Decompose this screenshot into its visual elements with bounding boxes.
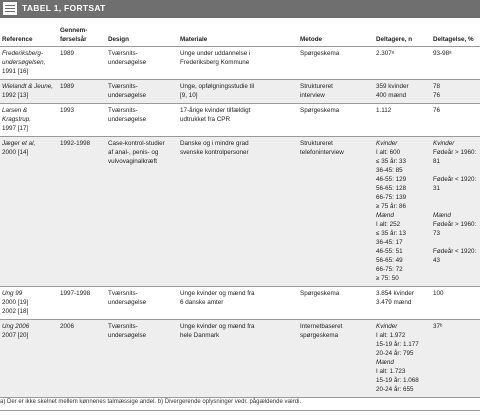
cell-line: Mænd [376,212,394,219]
menu-icon [3,2,17,15]
cell-metode [298,287,374,320]
table-row [0,80,480,104]
cell-line: svenske kontrolpersoner [180,149,249,156]
cell-line: Tværsnits- [108,290,138,297]
reference-author: undersøgelsen, [2,59,46,66]
cell-year [58,137,106,287]
cell-line: 100 [433,290,444,297]
cell-line: 46-55: 51 [376,248,403,255]
reference-author: Ung 99 [2,290,23,297]
cell-deltagere [374,80,431,104]
cell-line: Kvinder [376,323,398,330]
cell-deltagere [374,104,431,137]
cell-materiale [178,80,298,104]
col-header-reference [0,26,58,47]
cell-line: 1997-1998 [60,290,91,297]
reference-author: Frederiksberg- [2,50,43,57]
cell-metode [298,320,374,398]
cell-line: undersøgelse [108,332,147,339]
cell-line: 56-65: 128 [376,185,407,192]
col-header-materiale [178,26,298,47]
reference-number: 1992 [13] [2,92,29,99]
cell-line: 93-98ᵃ [433,50,452,57]
table-title: TABEL 1, FORTSAT [22,3,106,13]
cell-line: Fødeår < 1920: [433,176,477,183]
cell-line: I alt: 1.972 [376,332,406,339]
cell-line: Tværsnits- [108,50,138,57]
cell-line: [9, 10] [180,92,198,99]
cell-line: Internetbaseret [300,323,343,330]
bottom-rule [0,410,480,411]
reference-number: 2007 [20] [2,332,29,339]
cell-metode [298,104,374,137]
cell-line: 15-19 år: 1.068 [376,377,419,384]
table-header-row [0,26,480,47]
cell-metode [298,47,374,80]
cell-line: 76 [433,92,441,99]
cell-deltagelse [431,80,480,104]
cell-line: ≥ 75 år: 86 [376,203,407,210]
col-header-text: Materiale [180,36,208,43]
cell-metode [298,80,374,104]
cell-line: 78 [433,83,441,90]
cell-line: 6 danske amter [180,299,224,306]
cell-line: Fødeår > 1960: [433,221,477,228]
cell-deltagere [374,320,431,398]
cell-line: ≥ 75: 50 [376,275,399,282]
cell-line: Unge kvinder og mænd fra [180,290,255,297]
table-row [0,320,480,398]
cell-line [433,166,478,175]
cell-line: 73 [433,230,441,237]
cell-line: undersøgelse [108,116,147,123]
cell-design [106,320,178,398]
cell-line: Spørgeskema [300,107,340,114]
reference-number: 2000 [19] [2,299,29,306]
cell-materiale [178,287,298,320]
cell-line: af anal-, penis- og [108,149,159,156]
cell-design [106,137,178,287]
cell-line: 20-24 år: 655 [376,386,414,393]
cell-deltagelse [431,320,480,398]
cell-line: Mænd [433,212,451,219]
cell-materiale [178,320,298,398]
cell-line: Spørgeskema [300,290,340,297]
cell-line: Fødeår < 1920: [433,248,477,255]
cell-design [106,47,178,80]
table-header-bar [0,0,480,18]
cell-deltagere [374,137,431,287]
table-row [0,287,480,320]
cell-line: interview [300,92,325,99]
col-header-text: Reference [2,36,33,43]
cell-line: 20-24 år: 795 [376,350,414,357]
reference-author: Jæger et al, [2,140,36,147]
table-row [0,137,480,287]
reference-author: Larsen & [2,107,28,114]
study-table [0,26,480,398]
cell-line: Unge kvinder og mænd fra [180,323,255,330]
cell-year [58,320,106,398]
reference-number: 2000 [14] [2,149,29,156]
cell-line: Kvinder [433,140,455,147]
cell-metode [298,137,374,287]
col-header-text: Metode [300,36,323,43]
cell-line: udtrukket fra CPR [180,116,231,123]
cell-line [433,238,478,247]
cell-line: ≤ 35 år: 33 [376,158,407,165]
cell-year [58,104,106,137]
cell-line: Fødeår > 1960: [433,149,477,156]
cell-line: 359 kvinder [376,83,409,90]
cell-line: Unge under uddannelse i [180,50,251,57]
cell-line: undersøgelse [108,92,147,99]
cell-line: Unge, opfølgningsstudie til [180,83,255,90]
cell-materiale [178,137,298,287]
cell-line: 46-55: 129 [376,176,407,183]
col-header-design [106,26,178,47]
cell-reference [0,80,58,104]
cell-line: 17-årige kvinder tilfældigt [180,107,251,114]
table-row [0,47,480,80]
cell-reference [0,287,58,320]
cell-line: 1989 [60,50,75,57]
cell-deltagere [374,47,431,80]
reference-author: Kragstrup, [2,116,32,123]
cell-design [106,287,178,320]
cell-line: Kvinder [376,140,398,147]
cell-line: 43 [433,257,441,264]
col-header-text: førselsår [60,36,87,43]
cell-line: 36-45: 17 [376,239,403,246]
cell-reference [0,104,58,137]
table-footnote: a) Der er ikke skelnet mellem kønnenes talmæssige andel. b) Divergerende oplysninger vedr. pågældende værdi. [0,399,302,405]
cell-line: I alt: 600 [376,149,401,156]
cell-line: telefoninterview [300,149,344,156]
col-header-deltagere [374,26,431,47]
cell-line: Spørgeskema [300,50,340,57]
cell-line: Mænd [376,359,394,366]
cell-line: 2.307ᵃ [376,50,395,57]
reference-number: 1991 [16] [2,68,29,75]
col-header-metode [298,26,374,47]
cell-line: 1989 [60,83,75,90]
cell-line: 37ᵇ [433,323,443,330]
cell-reference [0,320,58,398]
cell-line: Tværsnits- [108,83,138,90]
cell-line: Tværsnits- [108,323,138,330]
table-row [0,104,480,137]
cell-line: spørgeskema [300,332,339,339]
col-header-text: Deltagelse, % [433,36,474,43]
cell-line: 1993 [60,107,75,114]
cell-line: 3.479 mænd [376,299,412,306]
cell-deltagere [374,287,431,320]
cell-line: 31 [433,185,441,192]
cell-line: ≤ 35 år: 13 [376,230,407,237]
cell-year [58,80,106,104]
cell-line: Danske og i mindre grad [180,140,249,147]
cell-year [58,287,106,320]
reference-author: Ung 2006 [2,323,30,330]
cell-deltagelse [431,137,480,287]
reference-author: Wielandt & Jeune, [2,83,54,90]
cell-materiale [178,47,298,80]
col-header-text: Gennem- [60,27,88,34]
cell-line: 76 [433,107,441,114]
cell-line: 56-65: 49 [376,257,403,264]
cell-line: 36-45: 85 [376,167,403,174]
cell-line: Tværsnits- [108,107,138,114]
col-header-text: Deltagere, n [376,36,413,43]
cell-line: I alt: 1.723 [376,368,406,375]
cell-line: vulvovaginalkræft [108,158,157,165]
cell-line: 1992-1998 [60,140,91,147]
cell-line: Case-kontrol-studier [108,140,165,147]
cell-line: 15-19 år: 1.177 [376,341,419,348]
cell-reference [0,47,58,80]
cell-line: undersøgelse [108,59,147,66]
col-header-text: Design [108,36,129,43]
cell-deltagelse [431,47,480,80]
cell-deltagelse [431,104,480,137]
cell-line [433,202,478,211]
cell-line: 66-75: 139 [376,194,407,201]
cell-line: hele Danmark [180,332,220,339]
cell-line: 1.112 [376,107,392,114]
col-header-deltagelse [431,26,480,47]
cell-line: 66-75: 72 [376,266,403,273]
cell-reference [0,137,58,287]
cell-materiale [178,104,298,137]
cell-line: 400 mænd [376,92,407,99]
col-header-year [58,26,106,47]
reference-number: 1997 [17] [2,125,29,132]
cell-line: I alt: 252 [376,221,401,228]
cell-line: 2006 [60,323,75,330]
cell-line: Frederiksberg Kommune [180,59,250,66]
cell-line [433,193,478,202]
cell-deltagelse [431,287,480,320]
cell-line: 81 [433,158,441,165]
cell-line: Struktureret [300,83,333,90]
cell-line: 3.854 kvinder [376,290,414,297]
cell-year [58,47,106,80]
cell-line: undersøgelse [108,299,147,306]
cell-line: Struktureret [300,140,333,147]
reference-number: 2002 [18] [2,308,29,315]
cell-design [106,80,178,104]
cell-design [106,104,178,137]
